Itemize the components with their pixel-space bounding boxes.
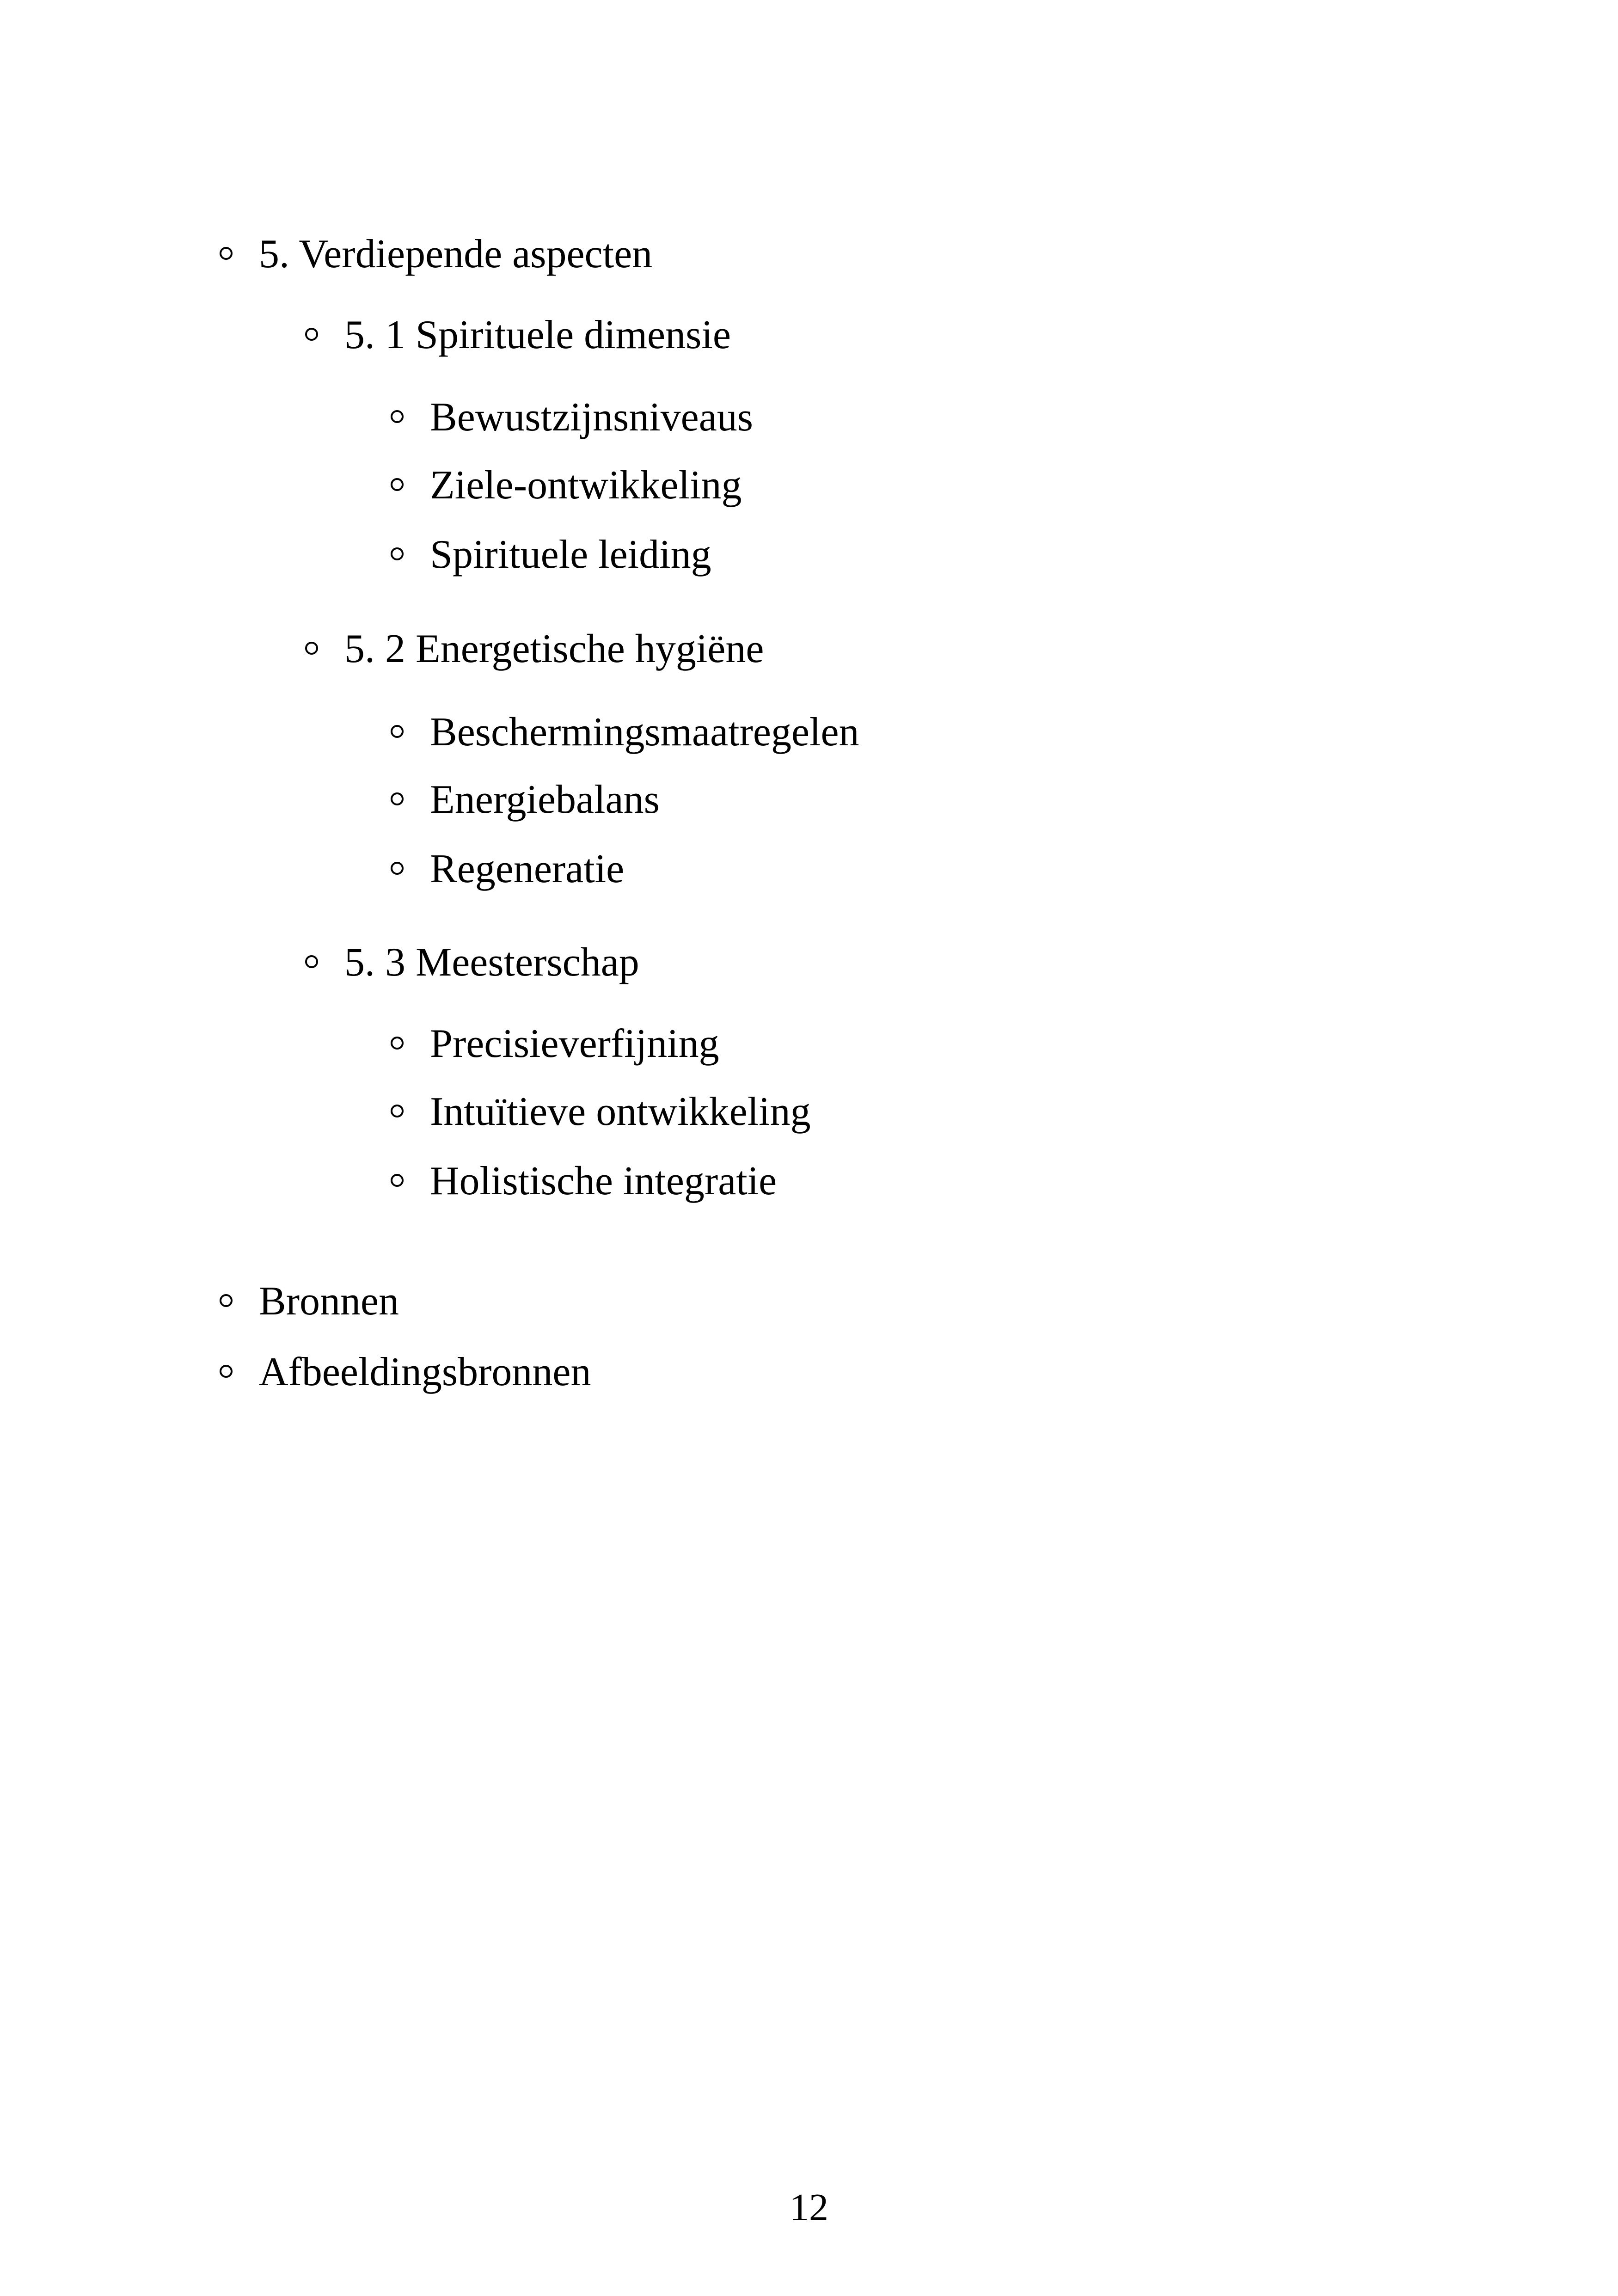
toc-item-label: Intuïtieve ontwikkeling bbox=[430, 1089, 811, 1134]
toc-item-label: 5. Verdiepende aspecten bbox=[259, 232, 653, 276]
circle-bullet-icon bbox=[391, 547, 404, 560]
toc-item-label: 5. 3 Meesterschap bbox=[344, 940, 639, 985]
toc-item-label: Precisieverfijning bbox=[430, 1021, 719, 1066]
toc-item-label: Ziele-ontwikkeling bbox=[430, 463, 742, 508]
circle-bullet-icon bbox=[391, 1105, 404, 1117]
toc-item-label: Beschermingsmaatregelen bbox=[430, 710, 859, 755]
circle-bullet-icon bbox=[391, 725, 404, 738]
circle-bullet-icon bbox=[305, 955, 318, 968]
toc-item-label: Regeneratie bbox=[430, 847, 625, 891]
circle-bullet-icon bbox=[391, 478, 404, 491]
toc-item-label: Afbeeldingsbronnen bbox=[259, 1350, 591, 1394]
circle-bullet-icon bbox=[220, 1365, 233, 1378]
toc-item-label: 5. 2 Energetische hygiëne bbox=[344, 626, 764, 671]
circle-bullet-icon bbox=[305, 328, 318, 341]
circle-bullet-icon bbox=[220, 247, 233, 260]
circle-bullet-icon bbox=[391, 1037, 404, 1050]
circle-bullet-icon bbox=[391, 410, 404, 423]
toc-item-label: 5. 1 Spirituele dimensie bbox=[344, 313, 731, 357]
circle-bullet-icon bbox=[220, 1294, 233, 1307]
toc-item-label: Spirituele leiding bbox=[430, 532, 711, 577]
toc-item-label: Bewustzijnsniveaus bbox=[430, 395, 754, 440]
circle-bullet-icon bbox=[391, 862, 404, 875]
circle-bullet-icon bbox=[391, 1174, 404, 1187]
circle-bullet-icon bbox=[305, 642, 318, 655]
circle-bullet-icon bbox=[391, 792, 404, 805]
toc-item-label: Bronnen bbox=[259, 1279, 399, 1324]
toc-item-label: Energiebalans bbox=[430, 777, 660, 822]
page-number: 12 bbox=[790, 2186, 828, 2229]
toc-item-label: Holistische integratie bbox=[430, 1159, 777, 1203]
